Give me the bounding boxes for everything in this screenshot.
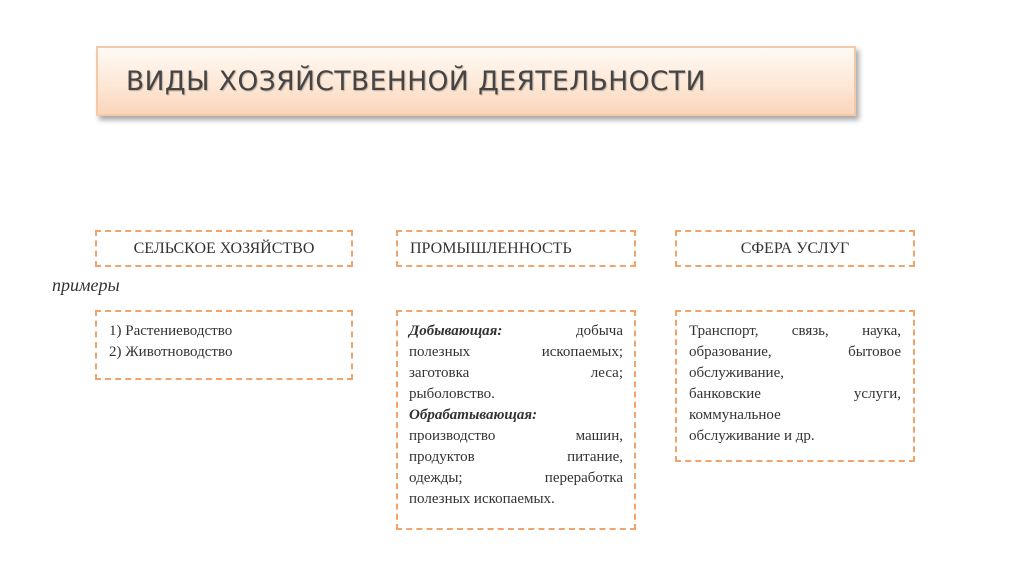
header-industry-label: ПРОМЫШЛЕННОСТЬ [410, 239, 572, 257]
services-line: образование, бытовое [689, 344, 901, 360]
extractive-text: добыча [575, 323, 623, 339]
list-item: 1) Растениеводство [109, 323, 233, 339]
processing-line: одежды; переработка [409, 470, 623, 486]
services-line: банковские услуги, [689, 386, 901, 402]
diagram-title: ВИДЫ ХОЗЯЙСТВЕННОЙ ДЕЯТЕЛЬНОСТИ [126, 65, 706, 97]
processing-line: производство машин, [409, 428, 623, 444]
services-line: коммунальное [689, 407, 781, 423]
processing-line: продуктов питание, [409, 449, 623, 465]
header-services [675, 230, 915, 267]
examples-label: примеры [52, 275, 120, 295]
header-agriculture-label: СЕЛЬСКОЕ ХОЗЯЙСТВО [133, 239, 315, 257]
services-line: обслуживание и др. [689, 428, 815, 444]
extractive-line: заготовка леса; [409, 365, 623, 381]
extractive-line: полезных ископаемых; [409, 344, 623, 360]
services-line: обслуживание, [689, 365, 784, 381]
header-industry [396, 230, 636, 267]
title-banner [96, 46, 856, 116]
services-line: Транспорт, связь, наука, [689, 323, 901, 339]
extractive-line: рыболовство. [409, 386, 495, 402]
list-item: 2) Животноводство [109, 344, 233, 360]
processing-line: полезных ископаемых. [409, 491, 555, 507]
processing-label: Обрабатывающая: [409, 407, 538, 423]
extractive-label: Добывающая: [409, 323, 503, 339]
agriculture-examples-box [95, 310, 353, 380]
header-services-label: СФЕРА УСЛУГ [740, 239, 850, 257]
industry-examples-box [396, 310, 636, 530]
services-examples-box [675, 310, 915, 462]
header-agriculture [95, 230, 353, 267]
